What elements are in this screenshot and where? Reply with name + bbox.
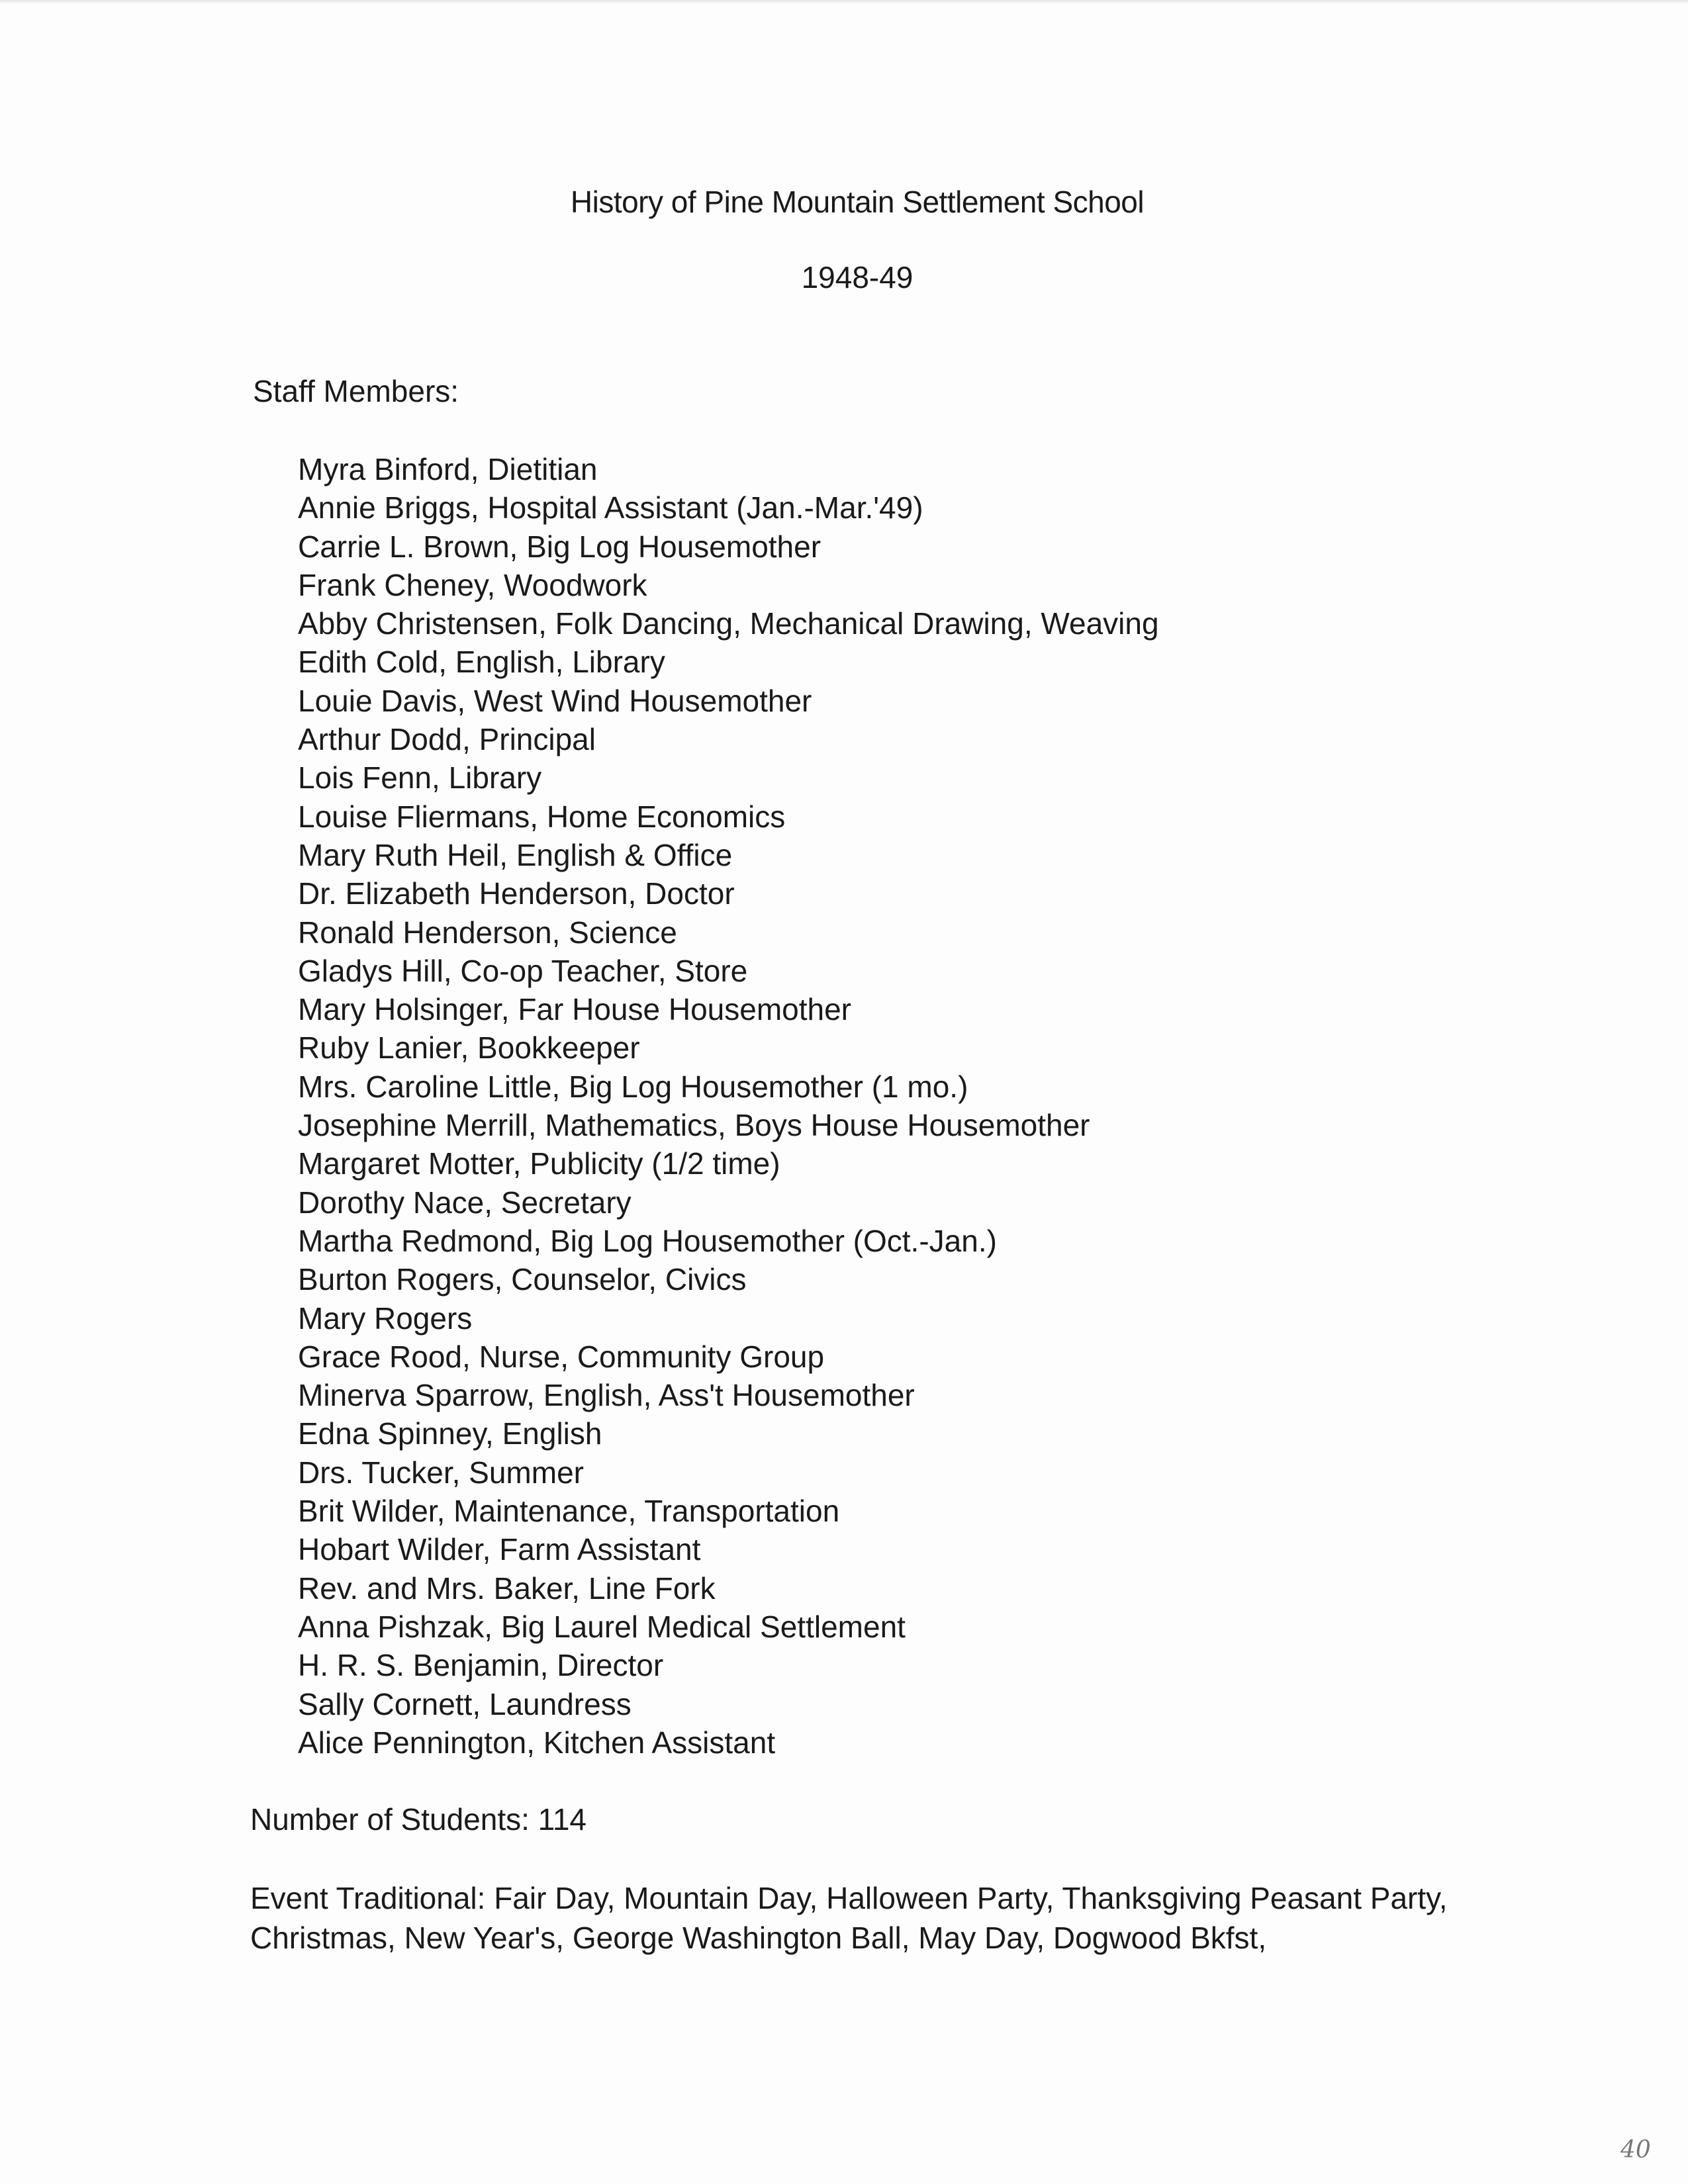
staff-entry: Mary Rogers [298, 1300, 473, 1336]
staff-entry: Margaret Motter, Publicity (1/2 time) [298, 1146, 780, 1181]
staff-entry: Edna Spinney, English [298, 1416, 602, 1451]
document-year: 1948-49 [801, 260, 914, 295]
staff-entry: Myra Binford, Dietitian [298, 452, 598, 486]
staff-entry: Gladys Hill, Co-op Teacher, Store [298, 953, 748, 988]
staff-entry: Grace Rood, Nurse, Community Group [298, 1339, 825, 1374]
staff-entry: Arthur Dodd, Principal [298, 722, 596, 757]
staff-entry: Minerva Sparrow, English, Ass't Housemother [298, 1378, 915, 1413]
staff-entry: Hobart Wilder, Farm Assistant [298, 1532, 701, 1567]
staff-entry: H. R. S. Benjamin, Director [298, 1648, 664, 1683]
staff-entry: Edith Cold, English, Library [298, 645, 665, 680]
staff-entry: Brit Wilder, Maintenance, Transportation [298, 1494, 840, 1529]
staff-entry: Alice Pennington, Kitchen Assistant [298, 1725, 776, 1760]
staff-entry: Mrs. Caroline Little, Big Log Housemother (1 mo.) [298, 1069, 968, 1104]
staff-entry: Sally Cornett, Laundress [298, 1686, 632, 1721]
staff-entry: Carrie L. Brown, Big Log Housemother [298, 529, 821, 564]
staff-heading: Staff Members: [253, 374, 459, 408]
staff-entry: Lois Fenn, Library [298, 760, 542, 796]
staff-entry: Rev. and Mrs. Baker, Line Fork [298, 1570, 716, 1606]
page-number: 40 [1620, 2136, 1651, 2163]
staff-entry: Ronald Henderson, Science [298, 915, 677, 950]
staff-entry: Annie Briggs, Hospital Assistant (Jan.-Mar.'49) [298, 490, 923, 525]
staff-entry: Drs. Tucker, Summer [298, 1455, 584, 1490]
staff-entry: Ruby Lanier, Bookkeeper [298, 1030, 640, 1066]
staff-entry: Abby Christensen, Folk Dancing, Mechanical Drawing, Weaving [298, 606, 1159, 641]
staff-entry: Mary Holsinger, Far House Housemother [298, 992, 851, 1027]
staff-entry: Dr. Elizabeth Henderson, Doctor [298, 876, 735, 911]
staff-entry: Mary Ruth Heil, English & Office [298, 837, 733, 872]
staff-entry: Anna Pishzak, Big Laurel Medical Settlement [298, 1609, 906, 1644]
traditional-events: Event Traditional: Fair Day, Mountain Day, Halloween Party, Thanksgiving Peasant Party, Christmas, New Year's, George Washington Ball, May Day, Dogwood Bkfst, [250, 1881, 1448, 1955]
staff-list [298, 450, 1159, 1762]
staff-entry: Frank Cheney, Woodwork [298, 567, 647, 602]
document-title: History of Pine Mountain Settlement School [570, 185, 1145, 219]
staff-entry: Martha Redmond, Big Log Housemother (Oct.-Jan.) [298, 1223, 997, 1258]
staff-entry: Louise Fliermans, Home Economics [298, 799, 786, 834]
staff-entry: Louie Davis, West Wind Housemother [298, 683, 812, 718]
staff-entry: Burton Rogers, Counselor, Civics [298, 1262, 747, 1297]
scan-edge [0, 0, 1688, 4]
number-of-students: Number of Students: 114 [250, 1802, 586, 1837]
staff-entry: Josephine Merrill, Mathematics, Boys House Housemother [298, 1108, 1090, 1143]
staff-entry: Dorothy Nace, Secretary [298, 1185, 632, 1220]
